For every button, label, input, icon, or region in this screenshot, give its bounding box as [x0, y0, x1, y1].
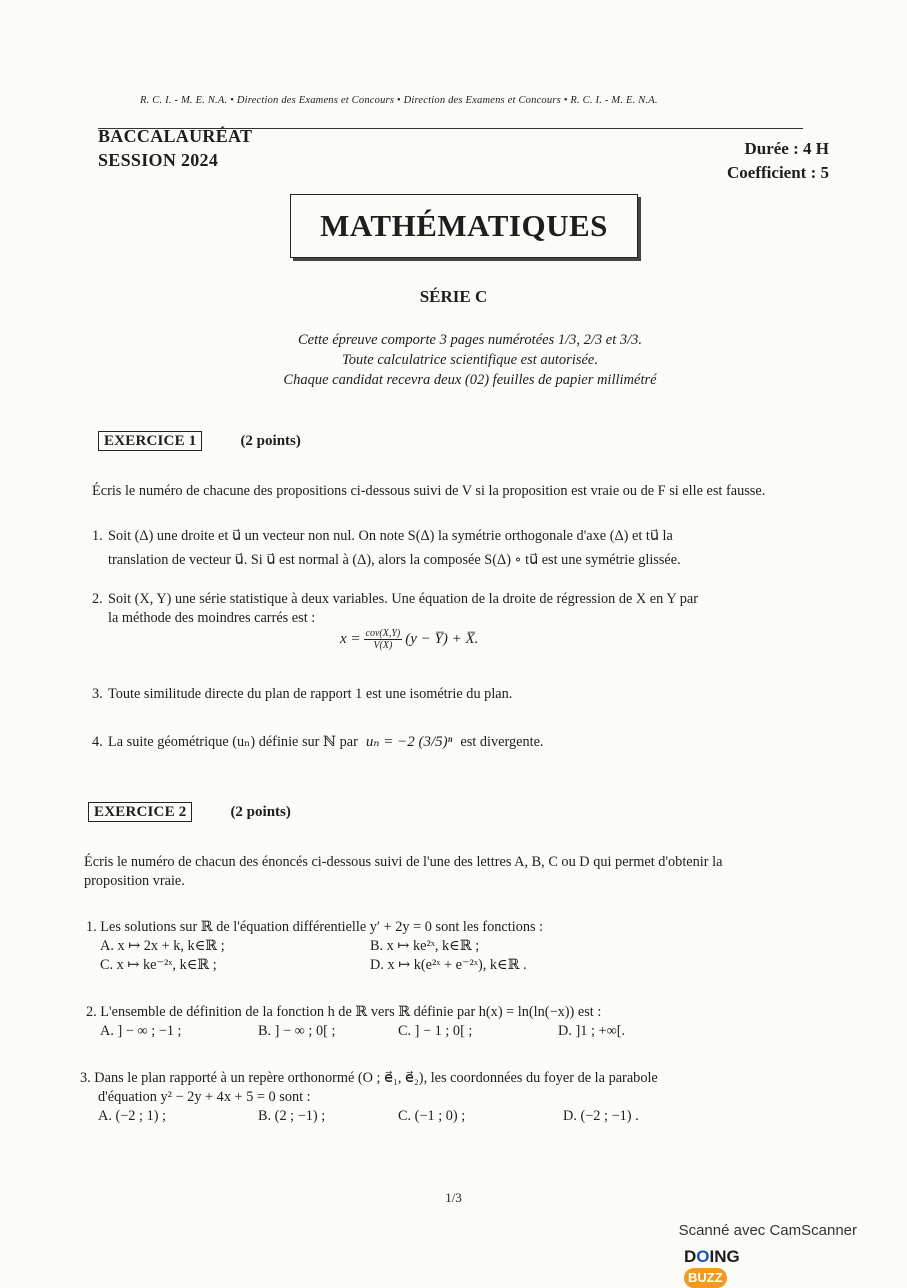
- q-text: Soit (X, Y) une série statistique à deux variables. Une équation de la droite de régression de X en Y par: [108, 591, 698, 607]
- ex1-question-3: [92, 685, 792, 704]
- q-number: 1.: [92, 528, 103, 544]
- logo-part: ING: [709, 1247, 740, 1266]
- formula-rhs: (y − Y̅) + X̅.: [405, 631, 479, 647]
- ex1-heading: [98, 432, 301, 450]
- q-text: la méthode des moindres carrés est :: [108, 610, 316, 626]
- header-line: R. C. I. - M. E. N.A. • Direction des Examens et Concours • Direction des Examens et Concours • R. C. I. - M. E. N.A.: [140, 95, 658, 106]
- option-c: C. (−1 ; 0) ;: [398, 1108, 466, 1124]
- exam-meta: [727, 137, 829, 185]
- option-d: D. x ↦ k(e²ˣ + e⁻²ˣ), k∈ℝ .: [370, 957, 527, 973]
- q-text: 3. Dans le plan rapporté à un repère orthonormé (O ; e⃗₁, e⃗₂), les coordonnées du foyer de la parabole: [80, 1070, 658, 1086]
- option-a: A. x ↦ 2x + k, k∈ℝ ;: [100, 938, 225, 954]
- q-text: est divergente.: [460, 734, 544, 750]
- ex1-points: (2 points): [240, 433, 301, 449]
- ex2-question-3: [80, 1069, 790, 1126]
- duration: Durée : 4 H: [744, 139, 829, 158]
- option-b: B. ] − ∞ ; 0[ ;: [258, 1023, 336, 1039]
- logo-part: D: [684, 1247, 697, 1266]
- formula-fraction: [364, 628, 403, 651]
- option-d: D. ]1 ; +∞[.: [558, 1023, 626, 1039]
- sequence-formula: uₙ = −2 (3/5)ⁿ: [365, 734, 453, 750]
- serie: SÉRIE C: [419, 287, 488, 306]
- session: SESSION 2024: [98, 150, 219, 170]
- doingbuzz-logo: [684, 1247, 782, 1285]
- intro: [190, 330, 750, 390]
- exam-title: BACCALAURÉAT: [98, 126, 253, 146]
- fraction-denominator: V(X): [373, 640, 393, 651]
- q-text: 2. L'ensemble de définition de la fonction h de ℝ vers ℝ définie par h(x) = ln(ln(−x)) est :: [86, 1004, 602, 1020]
- q-text: 1. Les solutions sur ℝ de l'équation différentielle y′ + 2y = 0 sont les fonctions :: [86, 919, 544, 935]
- scanner-label: Scanné avec CamScanner: [678, 1222, 857, 1239]
- ex1-instruction: Écris le numéro de chacune des propositions ci-dessous suivi de V si la proposition est vraie ou de F si elle est fausse.: [92, 483, 766, 499]
- formula-lhs: x =: [340, 631, 361, 647]
- ex2-label: EXERCICE 2: [88, 802, 192, 822]
- option-c: C. ] − 1 ; 0[ ;: [398, 1023, 473, 1039]
- q-text: translation de vecteur u⃗. Si u⃗ est normal à (Δ), alors la composée S(Δ) ∘ tu⃗ est une symétrie glissée.: [108, 552, 681, 568]
- fraction-numerator: cov(X,Y): [365, 628, 401, 639]
- page-number: 1/3: [445, 1190, 462, 1205]
- intro-line: Cette épreuve comporte 3 pages numérotées 1/3, 2/3 et 3/3.: [297, 332, 643, 348]
- ex2-question-1: [86, 918, 786, 975]
- option-a: A. (−2 ; 1) ;: [98, 1108, 167, 1124]
- ex2-points: (2 points): [230, 804, 291, 820]
- intro-line: Toute calculatrice scientifique est autorisée.: [342, 352, 598, 368]
- q-text: Soit (Δ) une droite et u⃗ un vecteur non nul. On note S(Δ) la symétrie orthogonale d'axe (Δ) et tu⃗ la: [108, 528, 673, 544]
- ex1-label: EXERCICE 1: [98, 431, 202, 451]
- option-b: B. (2 ; −1) ;: [258, 1108, 326, 1124]
- q-number: 3.: [92, 686, 103, 702]
- q-text: Toute similitude directe du plan de rapport 1 est une isométrie du plan.: [108, 686, 513, 702]
- exam-block: [98, 124, 252, 172]
- q-text: La suite géométrique (uₙ) définie sur ℕ par: [108, 734, 358, 750]
- q-number: 4.: [92, 734, 103, 750]
- q-text: d'équation y² − 2y + 4x + 5 = 0 sont :: [98, 1089, 311, 1105]
- ex2-instruction: Écris le numéro de chacun des énoncés ci-dessous suivi de l'une des lettres A, B, C ou D qui permet d'obtenir la proposition vraie.: [84, 854, 723, 889]
- ex2-heading: [88, 803, 291, 821]
- subject-title: MATHÉMATIQUES: [290, 194, 638, 258]
- option-b: B. x ↦ ke²ˣ, k∈ℝ ;: [370, 938, 480, 954]
- option-a: A. ] − ∞ ; −1 ;: [100, 1023, 182, 1039]
- option-d: D. (−2 ; −1) .: [563, 1108, 639, 1124]
- ex1-question-4: [92, 733, 792, 752]
- option-c: C. x ↦ ke⁻²ˣ, k∈ℝ ;: [100, 957, 217, 973]
- regression-formula: [340, 628, 478, 651]
- coefficient: Coefficient : 5: [727, 163, 829, 182]
- intro-line: Chaque candidat recevra deux (02) feuilles de papier millimétré: [283, 372, 657, 388]
- ex2-question-2: [86, 1003, 786, 1041]
- ex1-question-2: [92, 590, 792, 628]
- ex1-question-1: [92, 527, 792, 570]
- logo-part: O: [696, 1247, 710, 1266]
- q-number: 2.: [92, 591, 103, 607]
- logo-part: BUZZ: [684, 1268, 727, 1288]
